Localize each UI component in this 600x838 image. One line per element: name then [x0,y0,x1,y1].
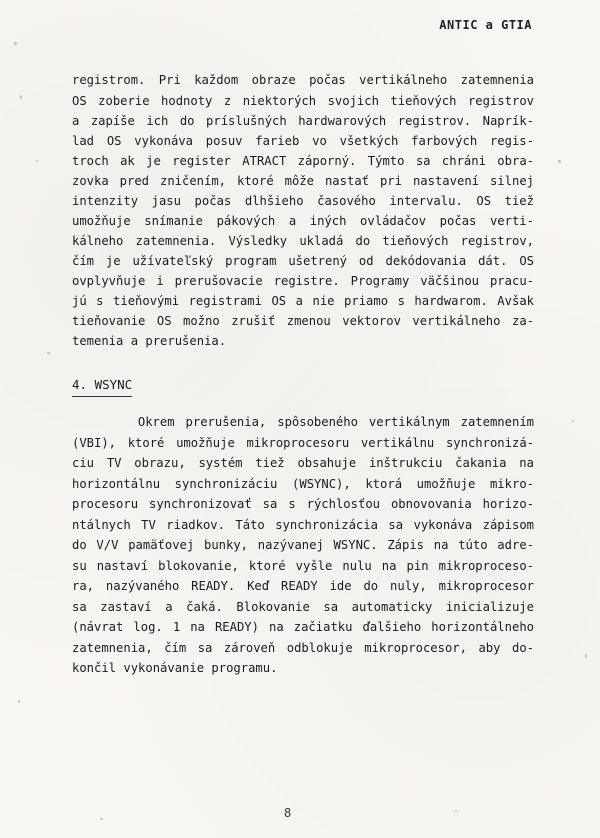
scan-speck [572,420,574,422]
scan-speck [100,818,103,820]
scan-speck [455,810,457,812]
text-line: OS zoberie hodnoty z niektorých svojich tieňových registrov [72,94,534,108]
text-line: (návrat log. 1 na READY) na začiatku ďalšieho horizontálneho [72,620,534,634]
text-line: ra, nazývaného READY. Keď READY ide do nuly, mikroprocesor [72,579,534,593]
text-line: temenia a prerušenia. [72,334,227,348]
text-line: a zapíše ich do príslušných hardwarových registrov. Naprík- [72,114,534,128]
text-line: (VBI), ktoré umožňuje mikroprocesoru vertikálnu synchronizá- [72,436,534,450]
text-line: Okrem prerušenia, spôsobeného vertikálnym zatemnením [72,415,534,429]
text-line: kálneho zatemnenia. Výsledky ukladá do tieňových registrov, [72,234,534,248]
text-line: zatemnenia, čím sa zároveň odblokuje mikroprocesor, aby do- [72,641,534,655]
text-line: končil vykonávanie programu. [72,661,278,675]
section-heading: 4. WSYNC [72,375,132,397]
text-line: jú s tieňovými registrami OS a nie priamo s hardwarom. Avšak [72,294,534,308]
text-line: tieňovanie OS možno zrušiť zmenou vektorov vertikálneho za- [72,314,534,328]
text-line: sa zastaví a čaká. Blokovanie sa automaticky inicializuje [72,600,534,614]
text-line: zovka pred zničením, ktoré môže nastať pri nastavení silnej [72,174,534,188]
scan-speck [18,700,20,703]
text-line: procesoru synchronizovať sa s rýchlosťou obnovovania horizo- [72,497,534,511]
text-line: intenzity jasu počas dlhšieho časového intervalu. OS tiež [72,194,534,208]
running-header: ANTIC a GTIA [439,18,532,32]
text-line: horizontálnu synchronizáciu (WSYNC), ktorá umožňuje mikro- [72,477,534,491]
text-line: ciu TV obrazu, systém tiež obsahuje inštrukciu čakania na [72,456,534,470]
scan-speck [36,160,38,162]
page-number: 8 [284,806,292,820]
scan-speck [14,42,17,45]
text-line: su nastaví blokovanie, ktoré vyšle nulu na pin mikroproceso- [72,559,534,573]
text-line: do V/V pamäťovej bunky, nazývanej WSYNC. Zápis na túto adre- [72,538,534,552]
scan-speck [585,654,587,658]
text-line: umožňuje snímanie pákových a iných ovládačov počas verti- [72,214,534,228]
scan-speck [558,160,561,163]
text-line: registrom. Pri každom obraze počas vertikálneho zatemnenia [72,73,534,87]
text-line: čím je užívateľský program ušetrený od dekódovania dát. OS [72,254,534,268]
scan-speck [20,95,22,99]
text-line: lad OS vykonáva posuv farieb vo všetkých farbových regis- [72,134,534,148]
text-line: troch ak je register ATRACT záporný. Týmto sa chráni obra- [72,154,534,168]
scan-speck [47,352,50,354]
text-line: ntálnych TV riadkov. Táto synchronizácia sa vykonáva zápisom [72,518,534,532]
text-line: ovplyvňuje i prerušovacie registre. Programy väčšinou pracu- [72,274,534,288]
